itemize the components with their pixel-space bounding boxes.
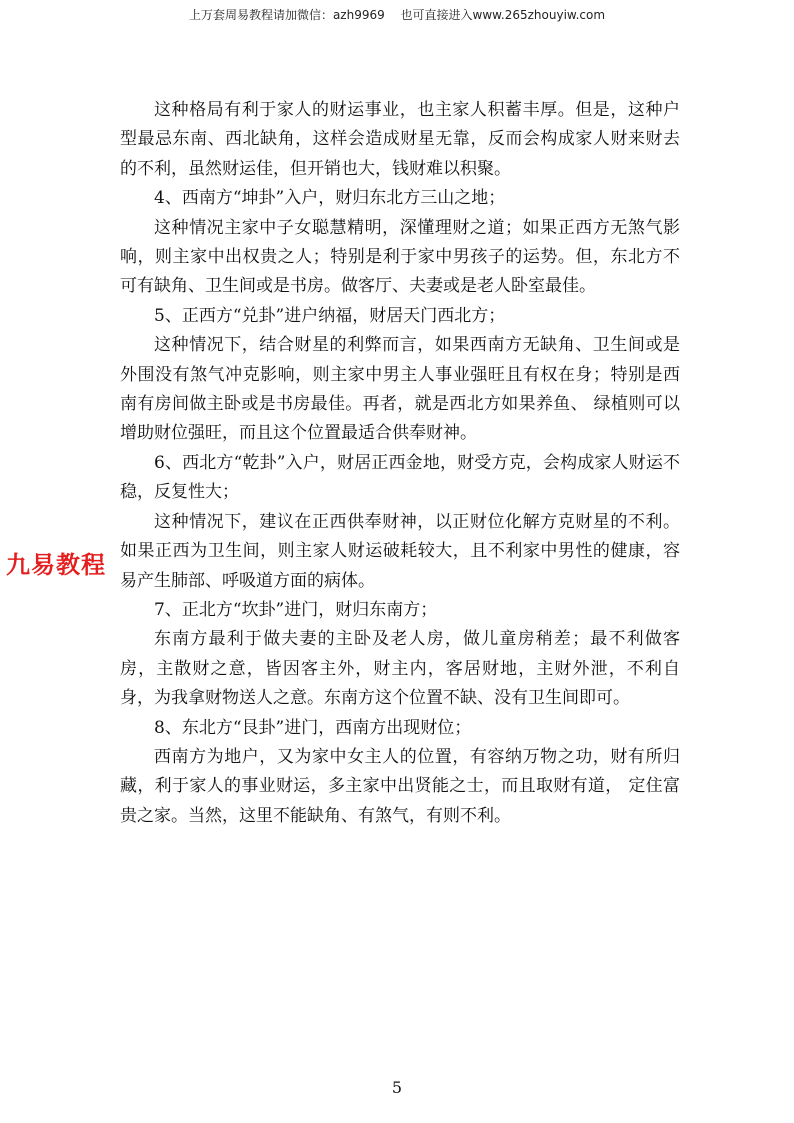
paragraph: 这种情况下，建议在正西供奉财神，以正财位化解方克财星的不利。如果正西为卫生间，则主家人财运破耗较大，且不利家中男性的健康，容易产生肺部、呼吸道方面的病体。	[120, 511, 680, 591]
paragraph: 6、西北方“乾卦”入户，财居正西金地，财受方克，会构成家人财运不稳，反复性大；	[120, 452, 680, 503]
paragraph: 5、正西方“兑卦”进户纳福，财居天门西北方；	[154, 305, 506, 326]
paragraph: 4、西南方“坤卦”入户，财归东北方三山之地；	[154, 188, 506, 209]
document-body	[120, 96, 680, 831]
paragraph: 这种情况主家中子女聪慧精明，深懂理财之道；如果正西方无煞气影响，则主家中出权贵之人；特别是利于家中男孩子的运势。但，东北方不可有缺角、卫生间或是书房。做客厅、夫妻或是老人卧室最佳。	[120, 217, 680, 297]
watermark-logo: 九易教程	[6, 551, 106, 579]
paragraph: 这种情况下，结合财星的利弊而言，如果西南方无缺角、卫生间或是外围没有煞气冲克影响，则主家中男主人事业强旺且有权在身；特别是西南有房间做主卧或是书房最佳。再者，就是西北方如果养鱼、 绿植则可以增助财位强旺，而且这个位置最适合供奉财神。	[120, 335, 680, 444]
paragraph: 7、正北方“坎卦”进门，财归东南方；	[154, 599, 438, 620]
paragraph: 西南方为地户，又为家中女主人的位置，有容纳万物之功，财有所归藏，利于家人的事业财运，多主家中出贤能之士，而且取财有道， 定住富贵之家。当然，这里不能缺角、有煞气，有则不利。	[120, 746, 680, 826]
page-number: 5	[391, 1078, 403, 1097]
paragraph: 这种格局有利于家人的财运事业，也主家人积蓄丰厚。但是，这种户型最忌东南、西北缺角，这样会造成财星无靠，反而会构成家人财来财去的不利，虽然财运佳，但开销也大，钱财难以积聚。	[120, 100, 680, 179]
paragraph: 8、东北方“艮卦”进门，西南方出现财位；	[154, 717, 472, 738]
page-header: 上万套周易教程请加微信：azh9969 也可直接进入www.265zhouyiw.com	[188, 8, 606, 22]
paragraph: 东南方最利于做夫妻的主卧及老人房，做儿童房稍差；最不利做客房，主散财之意，皆因客主外，财主内，客居财地，主财外泄，不利自身，为我拿财物送人之意。东南方这个位置不缺、没有卫生间即可。	[120, 629, 680, 709]
